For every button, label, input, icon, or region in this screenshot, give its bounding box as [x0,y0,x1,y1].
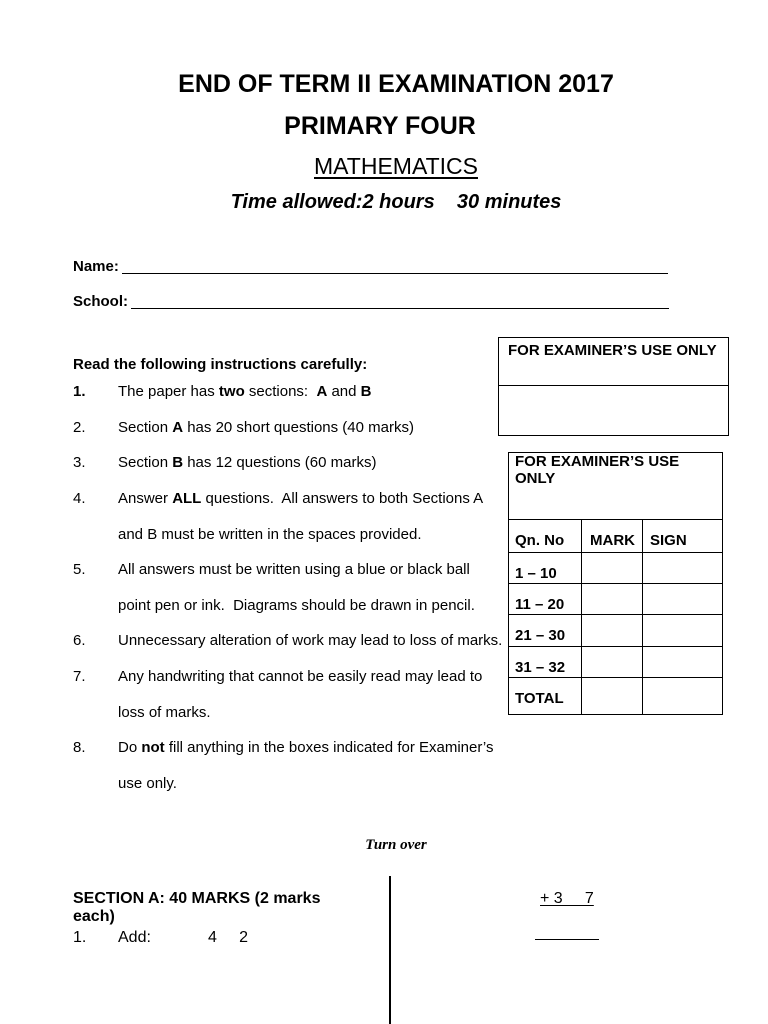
emphasis-text: ALL [172,489,202,507]
name-blank-line [122,273,668,274]
instruction-text [118,410,505,446]
class-level-heading [24,111,768,141]
instruction-text [118,481,505,552]
instruction-text-run: use only. [118,775,177,793]
marks-table-heading: FOR EXAMINER’S USE ONLY [509,453,723,520]
instruction-text [118,730,505,801]
instruction-text-run: Answer [118,489,173,507]
instruction-line [118,410,505,446]
time-allowed [24,190,768,214]
mark-cell [582,678,643,715]
instruction-text-run: Unnecessary alteration of work may lead to loss of marks. [118,632,503,650]
instruction-item-8 [73,730,505,801]
school-field [73,293,669,311]
second-addend: + 3 7 [540,890,594,907]
turn-over-note: Turn over [365,837,427,853]
subject-heading [24,152,768,180]
column-header-mark: MARK [582,520,643,553]
row-label-1-10: 1 – 10 [509,553,582,584]
mark-cell [582,553,643,584]
first-addend: 4 2 [208,929,249,946]
instruction-text [118,659,505,730]
instruction-text [118,623,505,659]
name-label: Name: [73,258,119,275]
instruction-line [118,481,505,517]
instruction-text-run: and [327,383,361,400]
row-label-total: TOTAL [509,678,582,715]
instruction-text-run: and B must be written in the spaces provided. [118,525,422,543]
instruction-number: 7. [73,668,86,686]
examiner-box-heading: FOR EXAMINER’S USE ONLY [499,338,728,386]
emphasis-text: B [172,454,184,472]
instructions-heading: Read the following instructions carefully: [73,356,368,373]
emphasis-text: B [360,383,372,400]
instruction-item-1 [73,374,505,410]
examiner-use-box [498,337,729,436]
instruction-line [118,445,505,481]
instruction-number: 8. [73,739,86,757]
instruction-item-7 [73,659,505,730]
instruction-item-5 [73,552,505,623]
question-prompt: Add: [118,929,151,946]
instruction-text-run: has 20 short questions (40 marks) [183,418,414,436]
instruction-text-run: Section [118,418,173,436]
instruction-number: 6. [73,632,86,650]
row-label-21-30: 21 – 30 [509,615,582,647]
row-label-11-20: 11 – 20 [509,584,582,615]
emphasis-text: A [172,418,184,436]
instruction-line [118,552,505,588]
instruction-text-run: Section [118,454,173,472]
instruction-line [118,695,505,731]
instruction-item-2 [73,410,505,446]
examiner-marks-table [508,452,723,715]
subject-text: MATHEMATICS [314,153,478,179]
instruction-line [118,766,505,802]
column-header-sign: SIGN [643,520,723,553]
instruction-text-run: has 12 questions (60 marks) [183,454,377,472]
section-a-heading: SECTION A: 40 MARKS (2 marks each) [73,890,321,925]
sign-cell [643,553,723,584]
instruction-text-run: sections: [244,383,317,400]
exam-title: END OF TERM II EXAMINATION 2017 [178,70,614,98]
emphasis-text: not [141,739,165,757]
instruction-item-3 [73,445,505,481]
instruction-number: 2. [73,418,86,436]
instruction-line [118,659,505,695]
question-number: 1. [73,929,87,946]
answer-line [535,939,599,940]
instruction-text [118,445,505,481]
instruction-number: 1. [73,383,86,400]
instruction-text-run: point pen or ink. Diagrams should be drawn in pencil. [118,596,475,614]
instruction-text-run: loss of marks. [118,703,211,721]
instructions-list [73,374,505,802]
instruction-item-6 [73,623,505,659]
sign-cell [643,678,723,715]
instruction-line [118,588,505,624]
instruction-text [118,374,505,410]
instruction-text-run: fill anything in the boxes indicated for Examiner’s [164,739,494,757]
instruction-line [118,517,505,553]
name-field [73,258,668,276]
class-level-text: PRIMARY FOUR [284,112,476,140]
instruction-text-run: Any handwriting that cannot be easily read may lead to [118,668,483,686]
instruction-line [118,730,505,766]
instruction-text-run: Do [118,739,142,757]
instruction-text-run: questions. All answers to both Sections A [201,489,484,507]
sign-cell [643,647,723,678]
instruction-line [118,623,505,659]
instruction-line [118,374,505,410]
mark-cell [582,647,643,678]
instruction-number: 3. [73,454,86,472]
mark-cell [582,584,643,615]
school-label: School: [73,293,128,310]
emphasis-text: two [218,383,245,400]
sign-cell [643,584,723,615]
time-allowed-text: Time allowed:2 hours 30 minutes [230,191,562,213]
row-label-31-32: 31 – 32 [509,647,582,678]
school-blank-line [131,308,669,309]
instruction-text-run: The paper has [118,383,219,400]
mark-cell [582,615,643,647]
instruction-text-run: All answers must be written using a blue or black ball [118,561,470,579]
sign-cell [643,615,723,647]
question-1 [73,929,273,947]
instruction-text [118,552,505,623]
instruction-number: 4. [73,489,86,507]
emphasis-text: A [316,383,328,400]
instruction-number: 5. [73,561,86,579]
column-header-question: Qn. No [509,520,582,553]
instruction-item-4 [73,481,505,552]
column-divider-line [389,876,391,1024]
